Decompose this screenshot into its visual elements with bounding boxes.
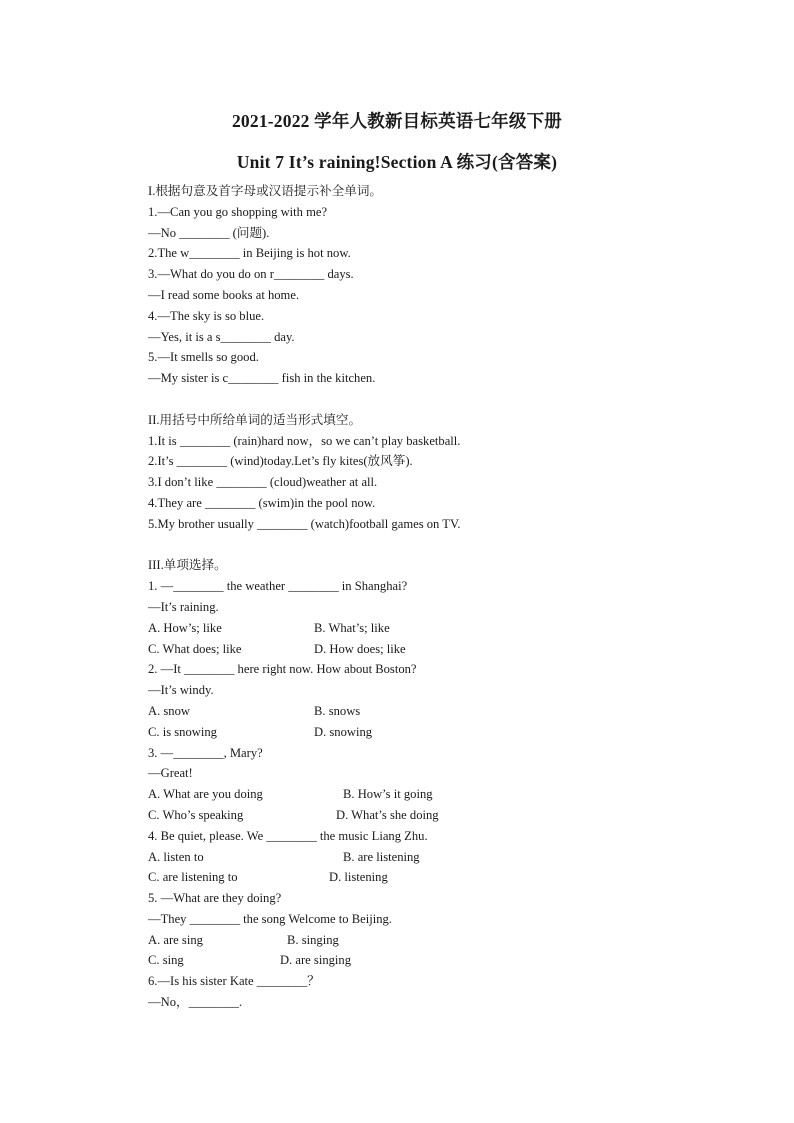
question-stem: 5. —What are they doing? bbox=[148, 891, 282, 906]
document-subtitle: Unit 7 It’s raining!Section A 练习(含答案) bbox=[236, 152, 558, 172]
question-reply: —Great! bbox=[148, 766, 193, 781]
option-b: B. singing bbox=[287, 932, 339, 947]
exercise-line: 1.—Can you go shopping with me? bbox=[148, 204, 328, 219]
option-row bbox=[148, 930, 748, 951]
option-row bbox=[148, 847, 748, 868]
option-row bbox=[148, 722, 748, 743]
option-c: C. are listening to bbox=[148, 870, 238, 885]
option-a: A. snow bbox=[148, 703, 190, 718]
option-d: D. are singing bbox=[280, 953, 351, 968]
option-row bbox=[148, 784, 748, 805]
question-reply: —They ________ the song Welcome to Beijing. bbox=[148, 911, 392, 926]
exercise-line: 5.My brother usually ________ (watch)football games on TV. bbox=[148, 516, 461, 531]
question-stem: 6.—Is his sister Kate ________？ bbox=[148, 974, 320, 989]
exercise-line: —My sister is c________ fish in the kitchen. bbox=[148, 371, 376, 386]
option-a: A. are sing bbox=[148, 932, 203, 947]
option-a: A. What are you doing bbox=[148, 787, 263, 802]
question-reply: —No，________. bbox=[148, 995, 243, 1010]
option-c: C. Who’s speaking bbox=[148, 807, 244, 822]
option-row bbox=[148, 639, 748, 660]
exercise-content bbox=[148, 181, 748, 1013]
section-gap bbox=[148, 389, 748, 410]
document-title: 2021-2022 学年人教新目标英语七年级下册 bbox=[231, 111, 562, 131]
option-row bbox=[148, 618, 748, 639]
exercise-line: 1.It is ________ (rain)hard now，so we can’t play basketball. bbox=[148, 433, 461, 448]
option-d: D. listening bbox=[329, 870, 388, 885]
option-a: A. How’s; like bbox=[148, 620, 222, 635]
option-row bbox=[148, 867, 748, 888]
question-stem: 2. —It ________ here right now. How about Boston? bbox=[148, 662, 417, 677]
exercise-line: —Yes, it is a s________ day. bbox=[148, 329, 295, 344]
question-stem: 4. Be quiet, please. We ________ the music Liang Zhu. bbox=[148, 828, 428, 843]
option-b: B. What’s; like bbox=[314, 620, 390, 635]
section-heading-1: I.根据句意及首字母或汉语提示补全单词。 bbox=[148, 184, 383, 198]
option-row bbox=[148, 805, 748, 826]
exercise-line: —No ________ (问题). bbox=[148, 225, 270, 240]
option-c: C. sing bbox=[148, 953, 184, 968]
option-c: C. What does; like bbox=[148, 641, 242, 656]
option-b: B. are listening bbox=[343, 849, 420, 864]
question-stem: 1. —________ the weather ________ in Shanghai? bbox=[148, 579, 408, 594]
question-stem: 3. —________, Mary? bbox=[148, 745, 263, 760]
option-b: B. How’s it going bbox=[343, 787, 433, 802]
exercise-line: 3.—What do you do on r________ days. bbox=[148, 267, 354, 282]
exercise-line: 2.The w________ in Beijing is hot now. bbox=[148, 246, 351, 261]
option-a: A. listen to bbox=[148, 849, 204, 864]
exercise-line: 5.—It smells so good. bbox=[148, 350, 259, 365]
option-d: D. snowing bbox=[314, 724, 373, 739]
question-reply: —It’s raining. bbox=[148, 599, 219, 614]
section-heading-2: II.用括号中所给单词的适当形式填空。 bbox=[148, 412, 362, 427]
section-gap bbox=[148, 535, 748, 556]
question-reply: —It’s windy. bbox=[148, 683, 214, 698]
exercise-line: 4.—The sky is so blue. bbox=[148, 308, 265, 323]
exercise-line: —I read some books at home. bbox=[148, 287, 300, 302]
exercise-line: 2.It’s ________ (wind)today.Let’s fly kites(放风筝). bbox=[148, 454, 413, 469]
option-row bbox=[148, 950, 748, 971]
exercise-line: 4.They are ________ (swim)in the pool now. bbox=[148, 495, 376, 510]
section-heading-3: III.单项选择。 bbox=[148, 558, 227, 573]
option-row bbox=[148, 701, 748, 722]
option-d: D. How does; like bbox=[314, 641, 406, 656]
exercise-line: 3.I don’t like ________ (cloud)weather at all. bbox=[148, 475, 378, 490]
option-b: B. snows bbox=[314, 703, 361, 718]
option-c: C. is snowing bbox=[148, 724, 217, 739]
option-d: D. What’s she doing bbox=[336, 807, 439, 822]
